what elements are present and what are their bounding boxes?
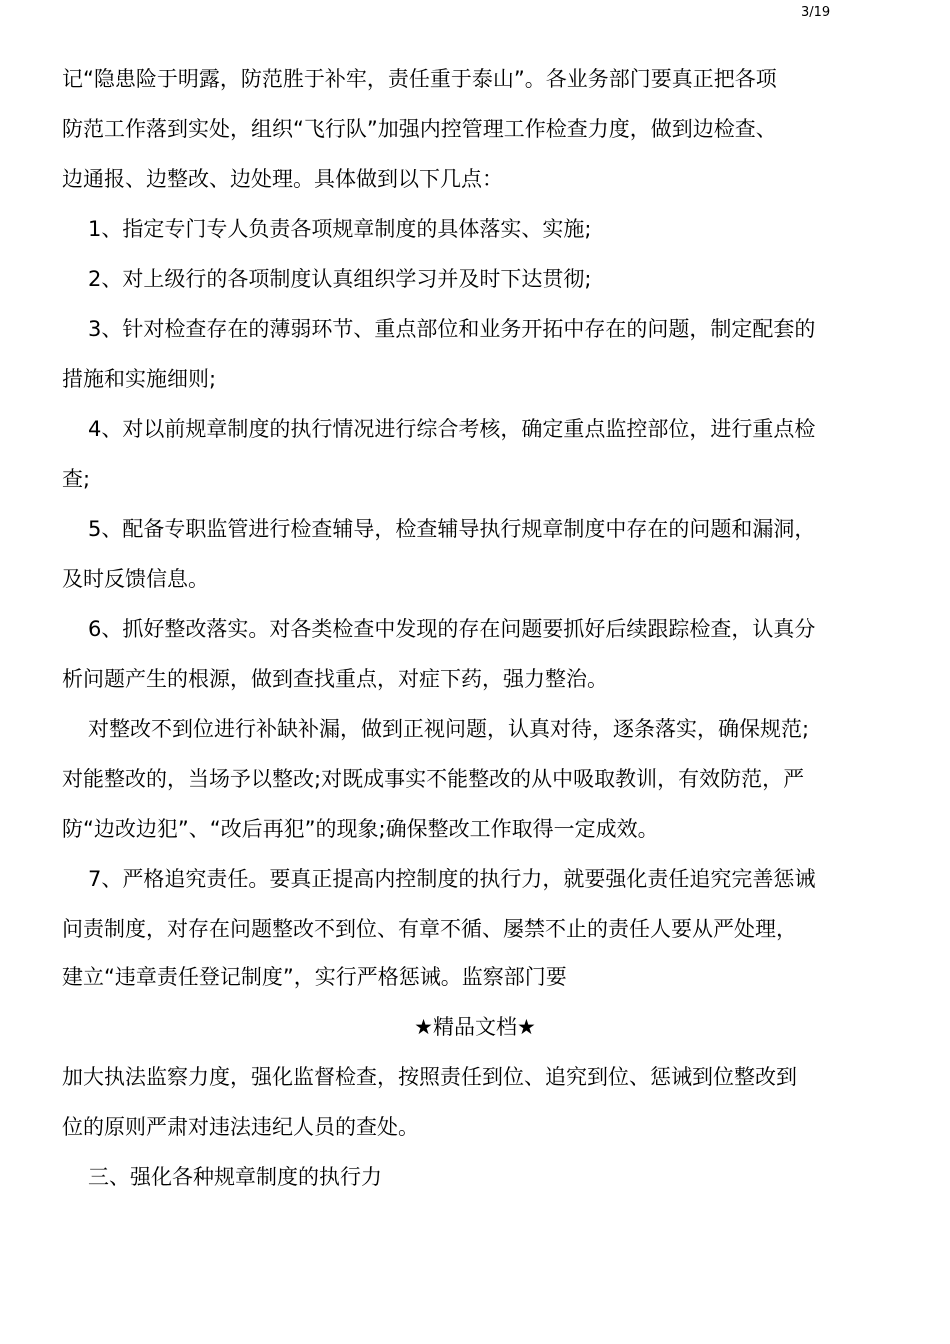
body-line: 建立“违章责任登记制度”，实行严格惩诫。监察部门要 (62, 965, 567, 989)
body-line: 加大执法监察力度，强化监督检查，按照责任到位、追究到位、惩诫到位整改到 (62, 1065, 797, 1089)
list-item: 4、对以前规章制度的执行情况进行综合考核，确定重点监控部位，进行重点检 (88, 417, 816, 441)
body-line: 防范工作落到实处，组织“飞行队”加强内控管理工作检查力度，做到边检查、 (62, 117, 777, 141)
body-line: 查; (62, 467, 91, 491)
list-item: 6、抓好整改落实。对各类检查中发现的存在问题要抓好后续跟踪检查，认真分 (88, 617, 816, 641)
body-line: 防“边改边犯”、“改后再犯”的现象;确保整改工作取得一定成效。 (62, 817, 659, 841)
body-line: 措施和实施细则; (62, 367, 217, 391)
list-item: 1、指定专门专人负责各项规章制度的具体落实、实施; (88, 217, 592, 241)
list-item: 7、严格追究责任。要真正提高内控制度的执行力，就要强化责任追究完善惩诫 (88, 867, 816, 891)
paragraph-line: 对整改不到位进行补缺补漏，做到正视问题，认真对待，逐条落实，确保规范; (88, 717, 810, 741)
list-item: 3、针对检查存在的薄弱环节、重点部位和业务开拓中存在的问题，制定配套的 (88, 317, 816, 341)
body-line: 及时反馈信息。 (62, 567, 209, 591)
body-line: 对能整改的，当场予以整改;对既成事实不能整改的从中吸取教训，有效防范，严 (62, 767, 805, 791)
body-line: 析问题产生的根源，做到查找重点，对症下药，强力整治。 (62, 667, 608, 691)
list-item: 5、配备专职监管进行检查辅导，检查辅导执行规章制度中存在的问题和漏洞， (88, 517, 816, 541)
body-line: 记“隐患险于明露，防范胜于补牢，责任重于泰山”。各业务部门要真正把各项 (62, 67, 777, 91)
page-number: 3/19 (801, 5, 831, 20)
watermark-banner: ★精品文档★ (414, 1015, 536, 1039)
body-line: 位的原则严肃对违法违纪人员的查处。 (62, 1115, 419, 1139)
section-heading: 三、强化各种规章制度的执行力 (88, 1165, 382, 1189)
body-line: 问责制度，对存在问题整改不到位、有章不循、屡禁不止的责任人要从严处理， (62, 917, 797, 941)
list-item: 2、对上级行的各项制度认真组织学习并及时下达贯彻; (88, 267, 592, 291)
body-line: 边通报、边整改、边处理。具体做到以下几点： (62, 167, 503, 191)
